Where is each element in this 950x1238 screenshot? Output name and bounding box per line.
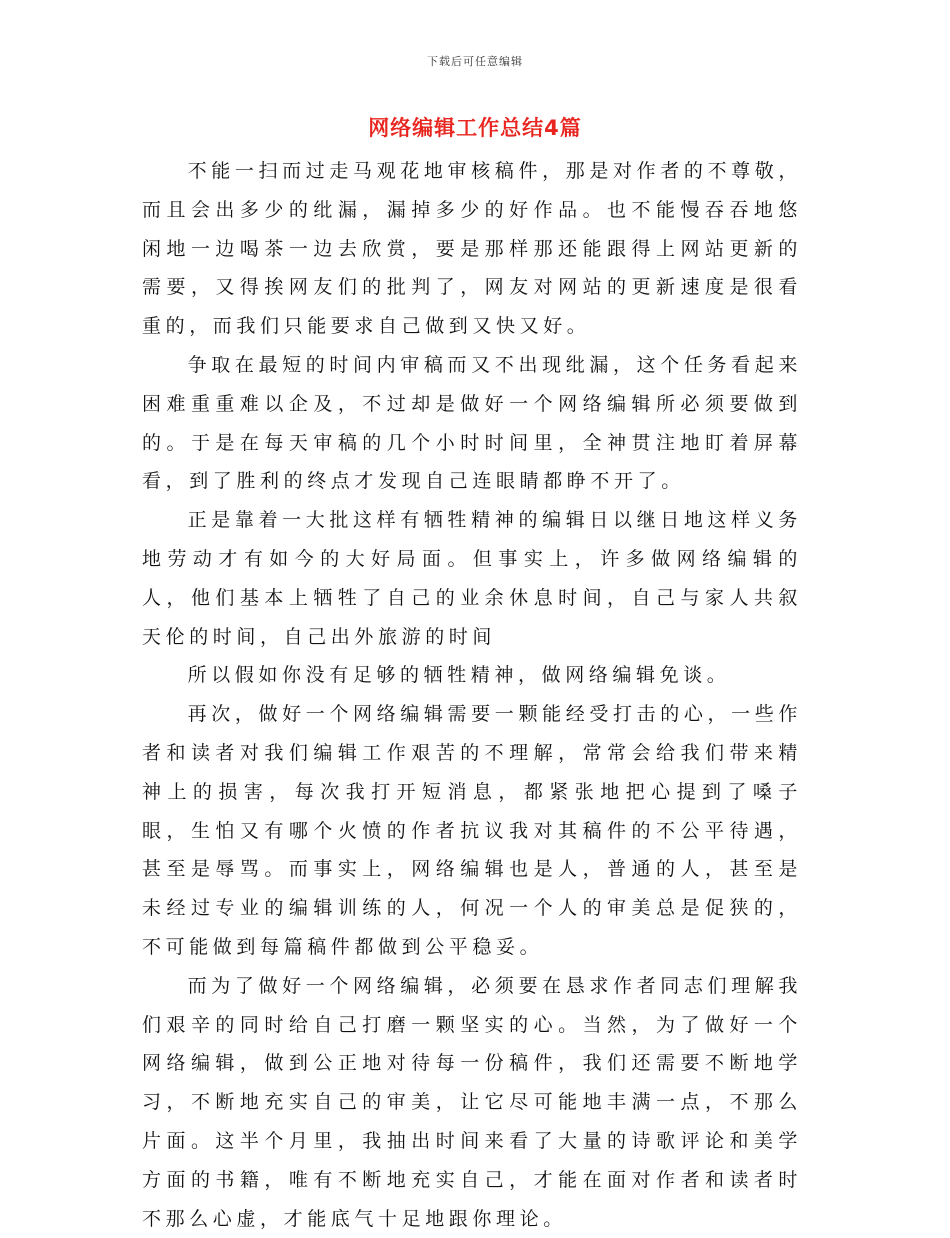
document-title: 网络编辑工作总结4篇 — [368, 116, 582, 140]
paragraph: 再次，做好一个网络编辑需要一颗能经受打击的心，一些作者和读者对我们编辑工作艰苦的不理解，常常会给我们带来精神上的损害，每次我打开短消息，都紧张地把心提到了嗓子眼，生怕又有哪个火愤的作者抗议我对其稿件的不公平待遇，甚至是辱骂。而事实上，网络编辑也是人，普通的人，甚至是未经过专业的编辑训练的人，何况一个人的审美总是促狭的，不可能做到每篇稿件都做到公平稳妥。 — [142, 703, 802, 958]
paragraph: 而为了做好一个网络编辑，必须要在恳求作者同志们理解我们艰辛的同时给自己打磨一颗坚实的心。当然，为了做好一个网络编辑，做到公正地对待每一份稿件，我们还需要不断地学习，不断地充实自己的审美，让它尽可能地丰满一点，不那么片面。这半个月里，我抽出时间来看了大量的诗歌评论和美学方面的书籍，唯有不断地充实自己，才能在面对作者和读者时不那么心虚，才能底气十足地跟你理论。 — [142, 974, 802, 1230]
paragraph: 正是靠着一大批这样有牺牲精神的编辑日以继日地这样义务地劳动才有如今的大好局面。但事实上，许多做网络编辑的人，他们基本上牺牲了自己的业余休息时间，自己与家人共叙天伦的时间，自己出外旅游的时间 — [142, 509, 802, 648]
document-body — [142, 152, 802, 1238]
paragraph: 争取在最短的时间内审稿而又不出现纰漏，这个任务看起来困难重重难以企及，不过却是做好一个网络编辑所必须要做到的。于是在每天审稿的几个小时时间里，全神贯注地盯着屏幕看，到了胜利的终点才发现自己连眼睛都睁不开了。 — [142, 353, 802, 493]
header-note: 下载后可任意编辑 — [427, 55, 523, 68]
paragraph: 所以假如你没有足够的牺牲精神，做网络编辑免谈。 — [187, 664, 731, 687]
paragraph: 不能一扫而过走马观花地审核稿件，那是对作者的不尊敬，而且会出多少的纰漏，漏掉多少的好作品。也不能慢吞吞地悠闲地一边喝茶一边去欣赏，要是那样那还能跟得上网站更新的需要，又得挨网友们的批判了，网友对网站的更新速度是很看重的，而我们只能要求自己做到又快又好。 — [142, 160, 802, 338]
